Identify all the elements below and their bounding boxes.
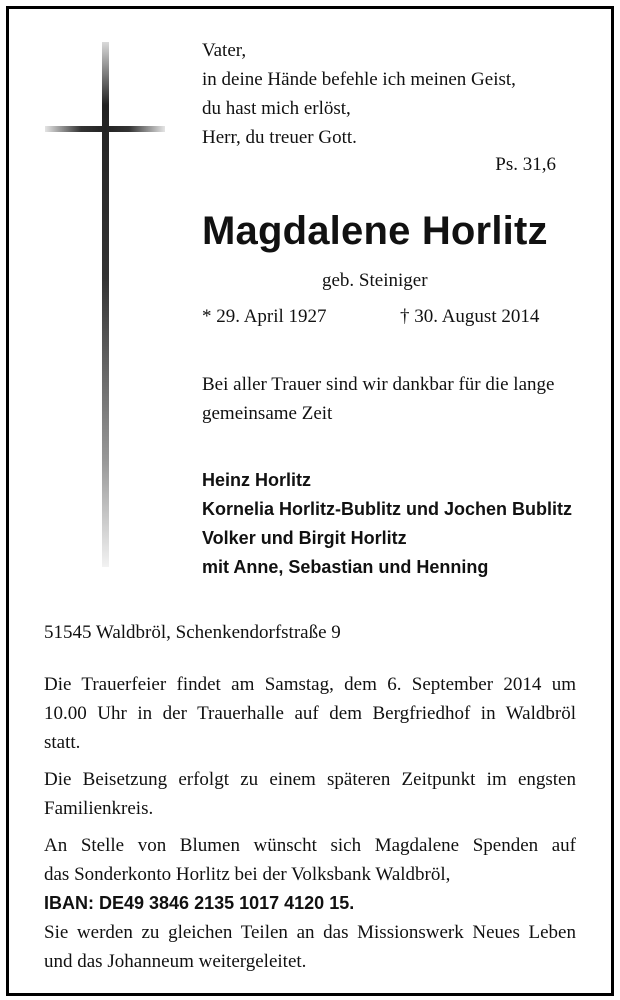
gratitude-text <box>202 370 554 428</box>
gratitude-line: gemeinsame Zeit <box>202 403 333 424</box>
funeral-line: Die Trauerfeier findet am Samstag, dem 6. September 2014 um <box>44 674 576 695</box>
iban-number: IBAN: DE49 3846 2135 1017 4120 15. <box>44 893 355 913</box>
family-member: Volker und Birgit Horlitz <box>202 528 407 548</box>
verse-line: Vater, <box>202 40 247 61</box>
verse-line: Herr, du treuer Gott. <box>202 127 357 148</box>
notice-paragraphs <box>44 670 576 984</box>
donation-line: An Stelle von Blumen wünscht sich Magdalene Spenden auf <box>44 835 576 856</box>
donation-line: das Sonderkonto Horlitz bei der Volksbank Waldbröl, <box>44 864 451 885</box>
verse-line: in deine Hände befehle ich meinen Geist, <box>202 69 516 90</box>
family-address: 51545 Waldbröl, Schenkendorfstraße 9 <box>44 622 341 643</box>
family-list <box>202 466 572 582</box>
donation-line: Sie werden zu gleichen Teilen an das Missionswerk Neues Leben <box>44 922 576 943</box>
death-date: † 30. August 2014 <box>400 306 540 327</box>
family-member: Kornelia Horlitz-Bublitz und Jochen Bublitz <box>202 499 572 519</box>
donation-line: und das Johanneum weitergeleitet. <box>44 951 307 972</box>
burial-line: Familienkreis. <box>44 798 154 819</box>
donation-paragraph <box>44 831 576 976</box>
verse-line: du hast mich erlöst, <box>202 98 351 119</box>
burial-paragraph <box>44 765 576 823</box>
cross-vertical-beam <box>102 42 109 567</box>
burial-line: Die Beisetzung erfolgt zu einem späteren Zeitpunkt im engsten <box>44 769 576 790</box>
family-member: mit Anne, Sebastian und Henning <box>202 557 489 577</box>
funeral-paragraph <box>44 670 576 757</box>
funeral-line: 10.00 Uhr in der Trauerhalle auf dem Bergfriedhof in Waldbröl <box>44 703 576 724</box>
birth-date: * 29. April 1927 <box>202 306 327 327</box>
deceased-name: Magdalene Horlitz <box>202 209 548 253</box>
funeral-line: statt. <box>44 732 81 753</box>
gratitude-line: Bei aller Trauer sind wir dankbar für die lange <box>202 374 555 395</box>
verse-reference: Ps. 31,6 <box>495 154 556 175</box>
bible-verse <box>202 36 516 152</box>
cross-horizontal-beam <box>45 126 165 132</box>
family-member: Heinz Horlitz <box>202 470 312 490</box>
birth-name: geb. Steiniger <box>322 270 428 291</box>
